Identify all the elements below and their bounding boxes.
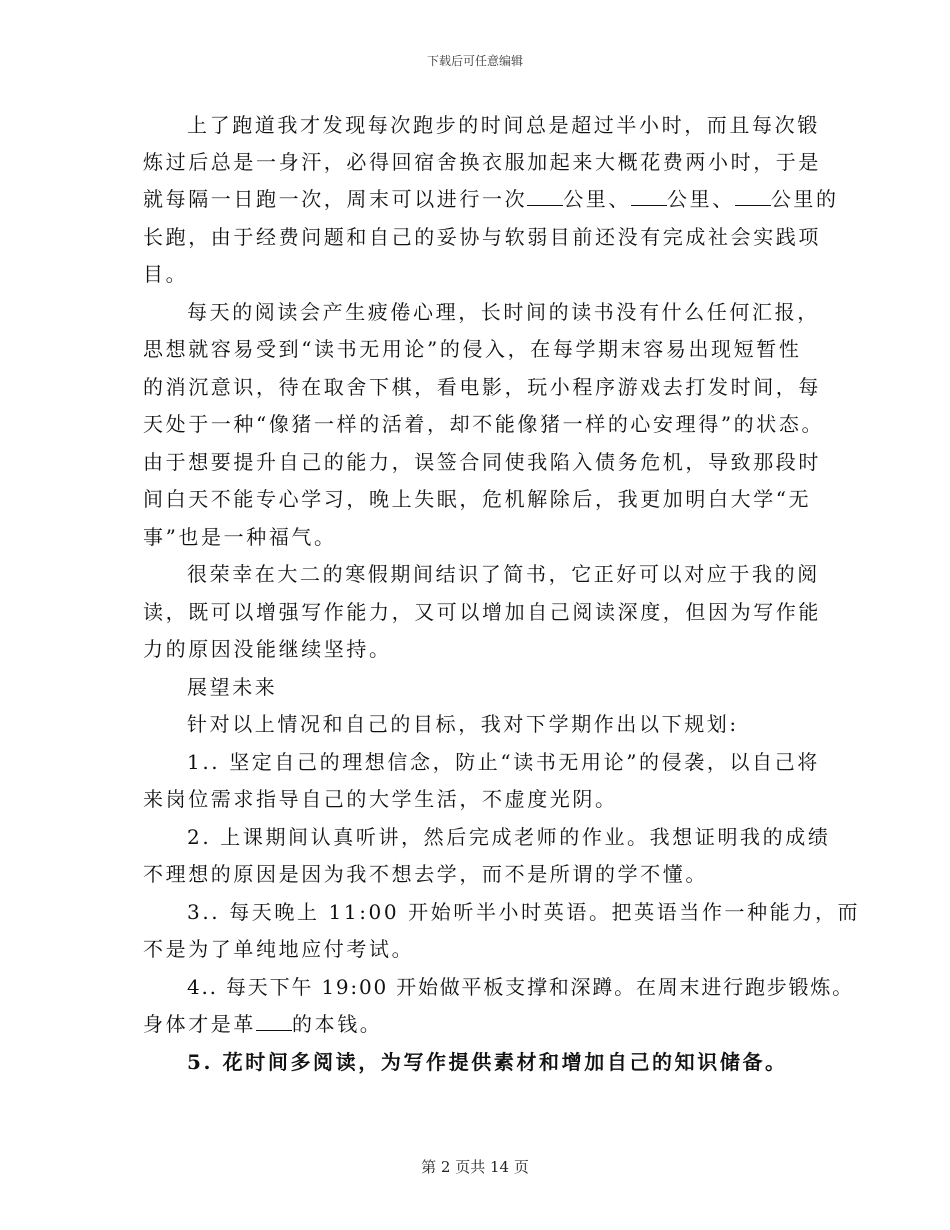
fill-blank xyxy=(527,187,563,206)
text-line: 思想就容易受到“读书无用论”的侵入，在每学期末容易出现短暂性 xyxy=(143,337,802,361)
text-line: 很荣幸在大二的寒假期间结识了简书，它正好可以对应于我的阅 xyxy=(187,562,820,586)
list-item: 4.. 每天下午 19:00 开始做平板支撑和深蹲。在周末进行跑步锻炼。 xyxy=(187,975,854,999)
text-line: 天处于一种“像猪一样的活着，却不能像猪一样的心安理得”的状态。 xyxy=(143,412,825,436)
text-line: 间白天不能专心学习，晚上失眠，危机解除后，我更加明白大学“无 xyxy=(143,487,812,511)
list-item: 2. 上课期间认真听讲，然后完成老师的作业。我想证明我的成绩 xyxy=(187,825,831,849)
text-segment: 公里、 xyxy=(667,187,735,211)
text-line: 炼过后总是一身汗，必得回宿舍换衣服加起来大概花费两小时，于是 xyxy=(143,150,821,174)
list-item: 1.. 坚定自己的理想信念，防止“读书无用论”的侵袭，以自己将 xyxy=(187,750,820,774)
section-heading: 展望未来 xyxy=(187,675,278,699)
text-segment: 公里、 xyxy=(563,187,632,211)
list-item-bold: 5. 花时间多阅读，为写作提供素材和增加自己的知识储备。 xyxy=(187,1050,788,1074)
text-line: 由于想要提升自己的能力，误签合同使我陷入债务危机，导致那段时 xyxy=(143,450,821,474)
text-segment: 就每隔一日跑一次，周末可以进行一次 xyxy=(143,187,528,211)
page-header: 下载后可任意编辑 xyxy=(426,54,523,68)
list-item-continuation: 不是为了单纯地应付考试。 xyxy=(143,937,415,961)
fill-blank xyxy=(735,187,771,206)
list-item-continuation: 来岗位需求指导自己的大学生活，不虚度光阴。 xyxy=(143,787,618,811)
text-line: 目。 xyxy=(143,262,189,286)
text-segment: 的本钱。 xyxy=(292,1012,383,1036)
text-line: 读，既可以增强写作能力，又可以增加自己阅读深度，但因为写作能 xyxy=(143,600,821,624)
page-footer: 第 2 页共 14 页 xyxy=(421,1158,529,1176)
text-segment: 公里的 xyxy=(770,187,839,211)
list-item-continuation xyxy=(143,1009,382,1039)
text-segment: 身体才是革 xyxy=(143,1012,256,1036)
text-line: 事”也是一种福气。 xyxy=(143,525,337,549)
list-item-continuation: 不理想的原因是因为我不想去学，而不是所谓的学不懂。 xyxy=(143,862,708,886)
fill-blank xyxy=(631,187,667,206)
text-line: 的消沉意识，待在取舍下棋，看电影，玩小程序游戏去打发时间，每 xyxy=(143,375,821,399)
text-line: 上了跑道我才发现每次跑步的时间总是超过半小时，而且每次锻 xyxy=(187,113,820,137)
list-item: 3.. 每天晚上 11:00 开始听半小时英语。把英语当作一种能力，而 xyxy=(187,900,861,924)
text-line: 力的原因没能继续坚持。 xyxy=(143,637,392,661)
text-line: 长跑，由于经费问题和自己的妥协与软弱目前还没有完成社会实践项 xyxy=(143,225,821,249)
text-line-with-blanks xyxy=(143,184,839,214)
text-line: 针对以上情况和自己的目标，我对下学期作出以下规划: xyxy=(187,712,739,736)
fill-blank xyxy=(256,1012,292,1031)
text-line: 每天的阅读会产生疲倦心理，长时间的读书没有什么任何汇报， xyxy=(187,300,820,324)
